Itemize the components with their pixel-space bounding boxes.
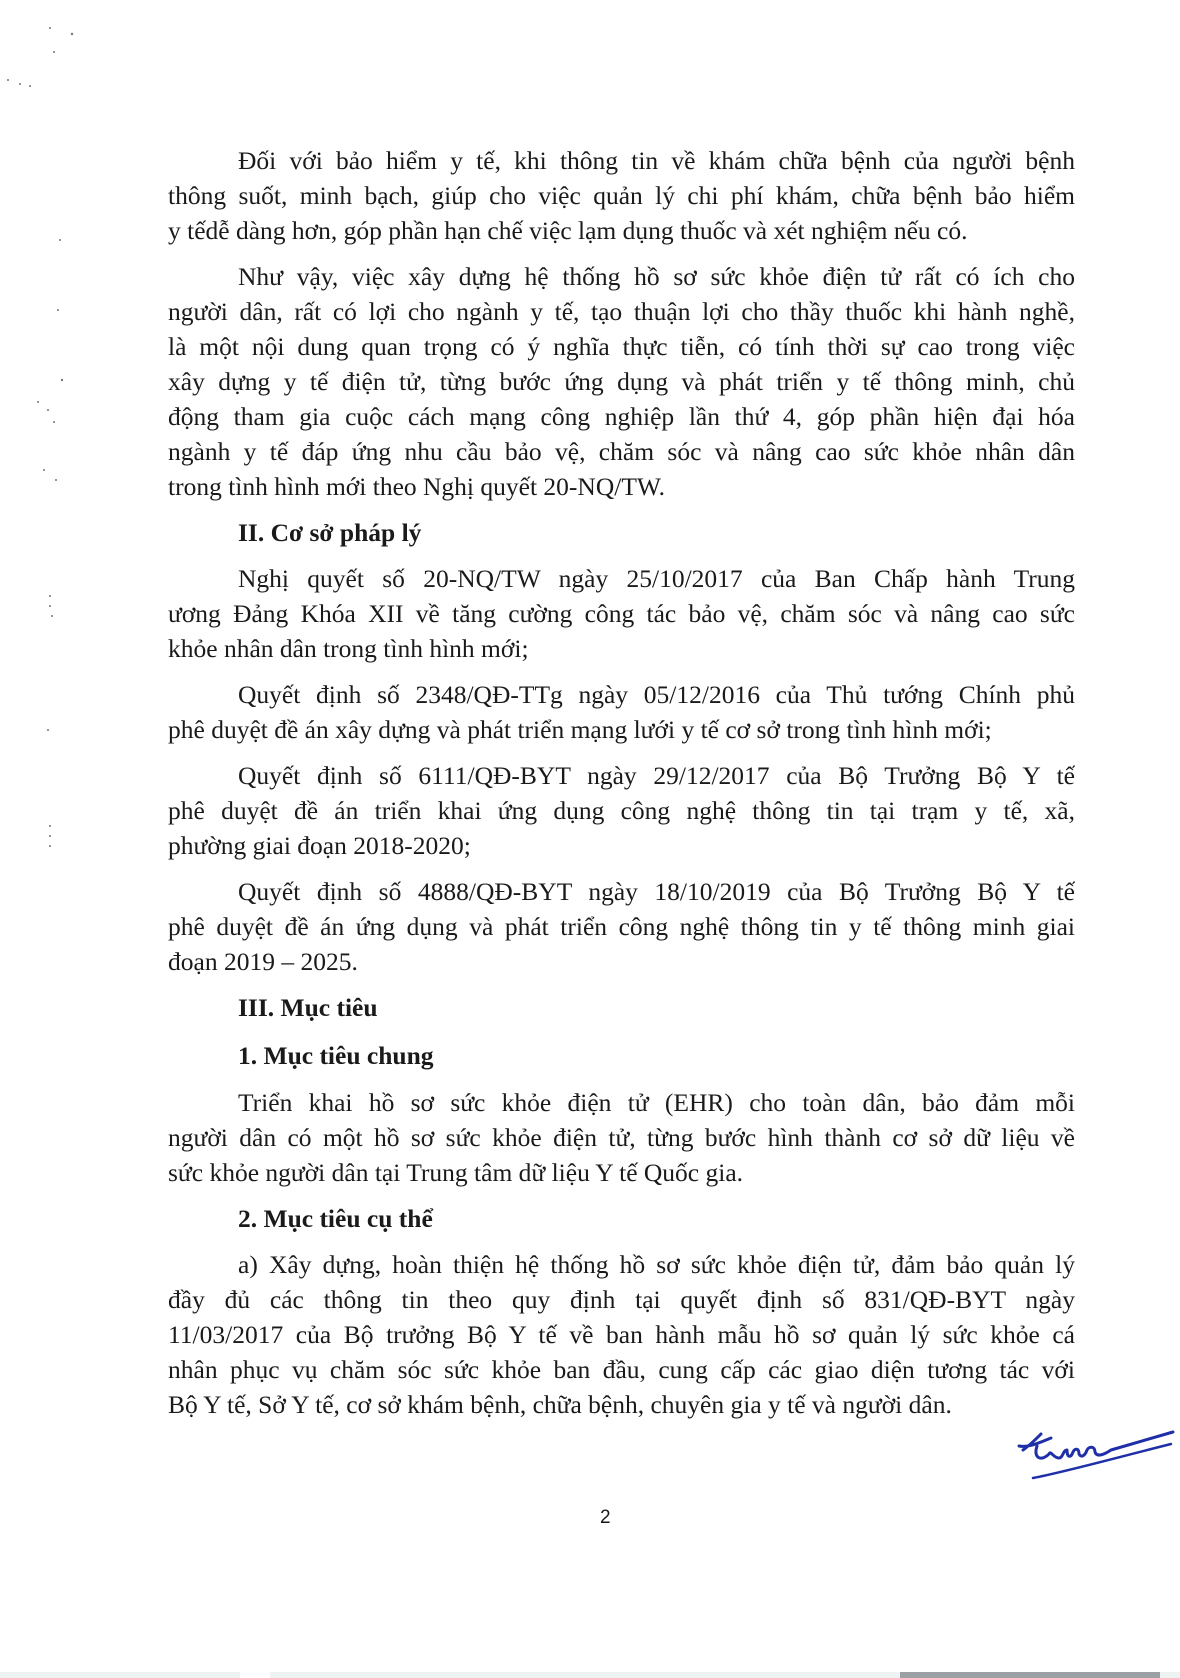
text-line: sức khỏe người dân tại Trung tâm dữ liệu Y tế Quốc gia. — [168, 1158, 744, 1187]
text-line: phê duyệt đề án xây dựng và phát triển mạng lưới y tế cơ sở trong tình hình mới; — [168, 715, 992, 744]
text-line: thông suốt, minh bạch, giúp cho việc quản lý chi phí khám, chữa bệnh bảo hiểm — [168, 181, 1075, 210]
text-line: đầy đủ các thông tin theo quy định tại quyết định số 831/QĐ-BYT ngày — [168, 1285, 1075, 1314]
text-line: Triển khai hồ sơ sức khỏe điện tử (EHR) cho toàn dân, bảo đảm mỗi — [238, 1088, 1075, 1117]
scan-bottom-edge — [0, 1666, 1180, 1678]
text-line: Như vậy, việc xây dựng hệ thống hồ sơ sức khỏe điện tử rất có ích cho — [238, 262, 1075, 291]
text-line: phường giai đoạn 2018-2020; — [168, 831, 471, 860]
text-line: khỏe nhân dân trong tình hình mới; — [168, 634, 529, 663]
text-line: Bộ Y tế, Sở Y tế, cơ sở khám bệnh, chữa bệnh, chuyên gia y tế và người dân. — [168, 1390, 952, 1419]
text-line: a) Xây dựng, hoàn thiện hệ thống hồ sơ sức khỏe điện tử, đảm bảo quản lý — [238, 1250, 1075, 1279]
text-line: Nghị quyết số 20-NQ/TW ngày 25/10/2017 của Ban Chấp hành Trung — [238, 564, 1075, 593]
section-heading-objectives: III. Mục tiêu — [238, 993, 378, 1022]
text-line: Quyết định số 4888/QĐ-BYT ngày 18/10/2019 của Bộ Trưởng Bộ Y tế — [238, 877, 1075, 906]
text-line: trong tình hình mới theo Nghị quyết 20-NQ/TW. — [168, 472, 666, 501]
text-line: người dân, rất có lợi cho ngành y tế, tạo thuận lợi cho thầy thuốc khi hành nghề, — [168, 297, 1075, 326]
text-line: Quyết định số 6111/QĐ-BYT ngày 29/12/2017 của Bộ Trưởng Bộ Y tế — [238, 761, 1075, 790]
text-line: Quyết định số 2348/QĐ-TTg ngày 05/12/2016 của Thủ tướng Chính phủ — [238, 680, 1075, 709]
page-number: 2 — [600, 1507, 611, 1528]
text-line: người dân có một hồ sơ sức khỏe điện tử, từng bước hình thành cơ sở dữ liệu về — [168, 1123, 1075, 1152]
text-line: là một nội dung quan trọng có ý nghĩa thực tiễn, có tính thời sự cao trong việc — [168, 332, 1075, 361]
section-heading-legal-basis: II. Cơ sở pháp lý — [238, 518, 422, 547]
text-line: nhân phục vụ chăm sóc sức khỏe ban đầu, cung cấp các giao diện tương tác với — [168, 1355, 1075, 1384]
text-line: ngành y tế đáp ứng nhu cầu bảo vệ, chăm sóc và nâng cao sức khỏe nhân dân — [168, 437, 1075, 466]
text-line: y tếdễ dàng hơn, góp phần hạn chế việc lạm dụng thuốc và xét nghiệm nếu có. — [168, 216, 968, 245]
subsection-heading-general-objective: 1. Mục tiêu chung — [238, 1041, 434, 1070]
subsection-heading-specific-objectives: 2. Mục tiêu cụ thể — [238, 1204, 433, 1233]
text-line: 11/03/2017 của Bộ trưởng Bộ Y tế về ban hành mẫu hồ sơ quản lý sức khỏe cá — [168, 1320, 1075, 1349]
text-line: đoạn 2019 – 2025. — [168, 947, 358, 976]
text-line: xây dựng y tế điện tử, từng bước ứng dụng và phát triển y tế thông minh, chủ — [168, 367, 1075, 396]
text-line: động tham gia cuộc cách mạng công nghiệp lần thứ 4, góp phần hiện đại hóa — [168, 402, 1075, 431]
text-line: phê duyệt đề án ứng dụng và phát triển công nghệ thông tin y tế thông minh giai — [168, 912, 1075, 941]
text-line: ương Đảng Khóa XII về tăng cường công tác bảo vệ, chăm sóc và nâng cao sức — [168, 599, 1075, 628]
text-line: phê duyệt đề án triển khai ứng dụng công nghệ thông tin tại trạm y tế, xã, — [168, 796, 1075, 825]
scan-artifacts — [0, 0, 100, 1678]
signature-initials — [1015, 1428, 1175, 1488]
text-line: Đối với bảo hiểm y tế, khi thông tin về khám chữa bệnh của người bệnh — [238, 146, 1075, 175]
